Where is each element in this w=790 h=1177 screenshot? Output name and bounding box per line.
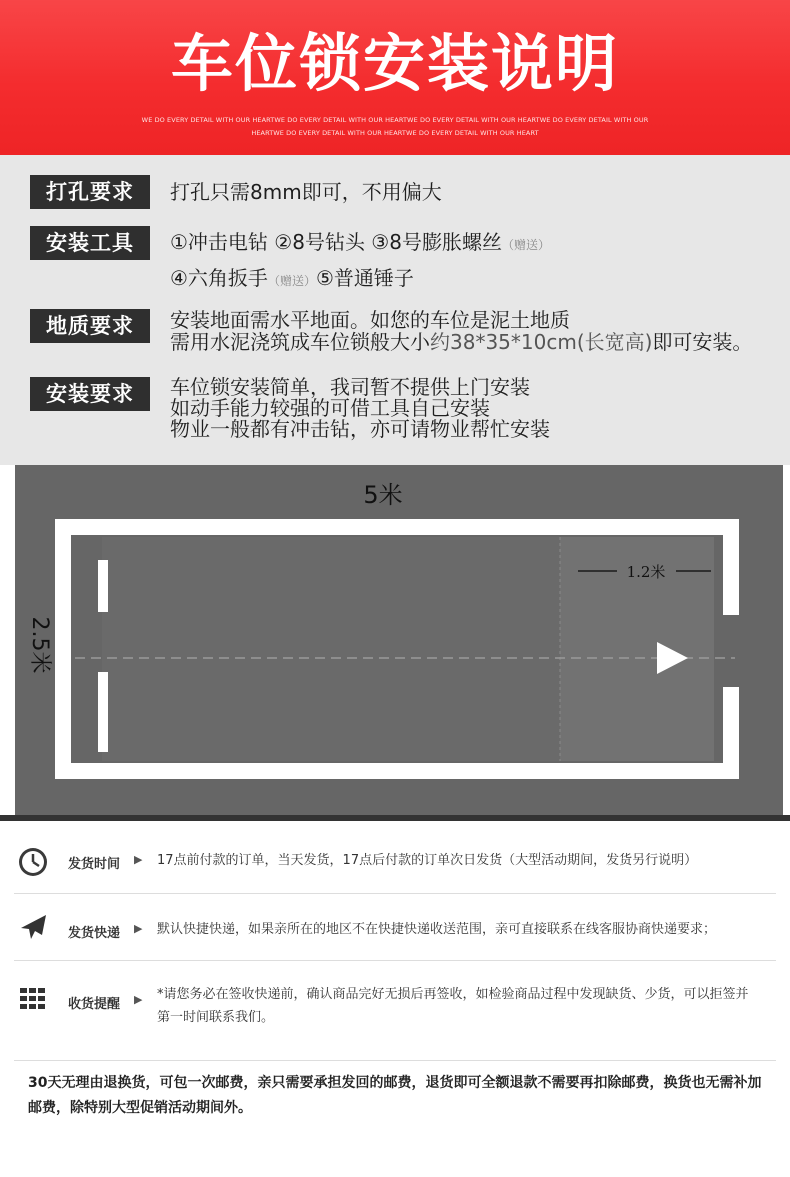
ground-line-2c: 即可安装。 [652, 330, 753, 354]
gift-note: （赠送） [501, 238, 550, 252]
arrow-icon: ▶ [134, 853, 143, 866]
info-label: 收货提醒 [68, 997, 121, 1012]
arrow-icon: ▶ [134, 922, 143, 935]
lock-bar-top [98, 560, 108, 612]
requirement-ground [30, 309, 752, 353]
ground-line-2 [170, 331, 752, 353]
install-line-2: 如动手能力较强的可借工具自己安装 [170, 396, 490, 420]
requirement-text [170, 226, 550, 298]
divider [14, 893, 776, 894]
gift-note: （赠送） [267, 274, 316, 288]
install-line-1: 车位锁安装简单，我司暂不提供上门安装 [170, 375, 530, 399]
tools-items-2a: ④六角扳手 [170, 266, 268, 290]
requirement-text [170, 377, 550, 440]
requirement-text: 打孔只需8mm即可，不用偏大 [170, 180, 442, 204]
info-text: *请您务必在签收快递前，确认商品完好无损后再签收，如检验商品过程中发现缺货、少货，可以拒签并第一时间联系我们。 [157, 987, 749, 1025]
install-line-3: 物业一般都有冲击钻，亦可请物业帮忙安装 [170, 417, 550, 441]
page-header [0, 0, 790, 155]
requirement-drilling [30, 175, 442, 209]
diagram-bottom-border [0, 815, 790, 821]
divider [14, 1060, 776, 1061]
info-text: 17点前付款的订单，当天发货，17点后付款的订单次日发货（大型活动期间，发货另行说明） [157, 853, 698, 868]
requirement-tools [30, 226, 550, 298]
requirement-tag: 安装要求 [30, 377, 150, 411]
page-title: 车位锁安装说明 [170, 27, 619, 100]
return-policy: 30天无理由退换货，可包一次邮费，亲只需要承担发回的邮费，退货即可全额退款不需要再扣除邮费，换货也无需补加邮费，除特别大型促销活动期间外。 [28, 1075, 762, 1116]
info-label: 发货时间 [68, 857, 121, 872]
width-label: 5米 [363, 481, 403, 509]
arrow-icon: ▶ [134, 993, 143, 1006]
header-subtitle: WE DO EVERY DETAIL WITH OUR HEARTWE DO EVERY DETAIL WITH OUR HEARTWE DO EVERY DETAIL WITH OUR HEARTWE DO EVERY DETAIL WITH OUR HEARTWE DO EVERY DETAIL WITH OUR HEARTWE DO EVERY DETAIL WITH OUR HEART [141, 116, 649, 137]
lock-bar-bottom [98, 672, 108, 752]
parking-diagram-svg [15, 465, 783, 815]
requirement-tag: 地质要求 [30, 309, 150, 343]
info-text: 默认快捷快递，如果亲所在的地区不在快捷快递收送范围，亲可直接联系在线客服协商快递要求； [157, 922, 717, 937]
requirement-tag: 打孔要求 [30, 175, 150, 209]
clock-icon [18, 847, 48, 877]
divider [14, 960, 776, 961]
offset-label: 1.2米 [626, 563, 666, 581]
parking-diagram [15, 465, 783, 815]
ground-line-1: 安装地面需水平地面。如您的车位是泥土地质 [170, 308, 570, 332]
requirements-panel [0, 155, 790, 465]
ground-line-2a: 需用水泥浇筑成车位锁般大小 [170, 330, 430, 354]
tools-items-1: ①冲击电钻 ②8号钻头 ③8号膨胀螺丝 [170, 230, 502, 254]
info-label: 发货快递 [68, 926, 121, 941]
ground-size: 约38*35*10cm(长宽高) [430, 330, 653, 354]
airplane-icon [18, 912, 48, 942]
tools-line-1 [170, 226, 550, 262]
height-label: 2.5米 [27, 616, 52, 674]
grid-icon [18, 985, 48, 1015]
requirement-tag: 安装工具 [30, 226, 150, 260]
tools-line-2 [170, 262, 550, 298]
requirement-text [170, 309, 752, 353]
requirement-install [30, 377, 550, 440]
tools-items-2b: ⑤普通锤子 [315, 266, 414, 290]
